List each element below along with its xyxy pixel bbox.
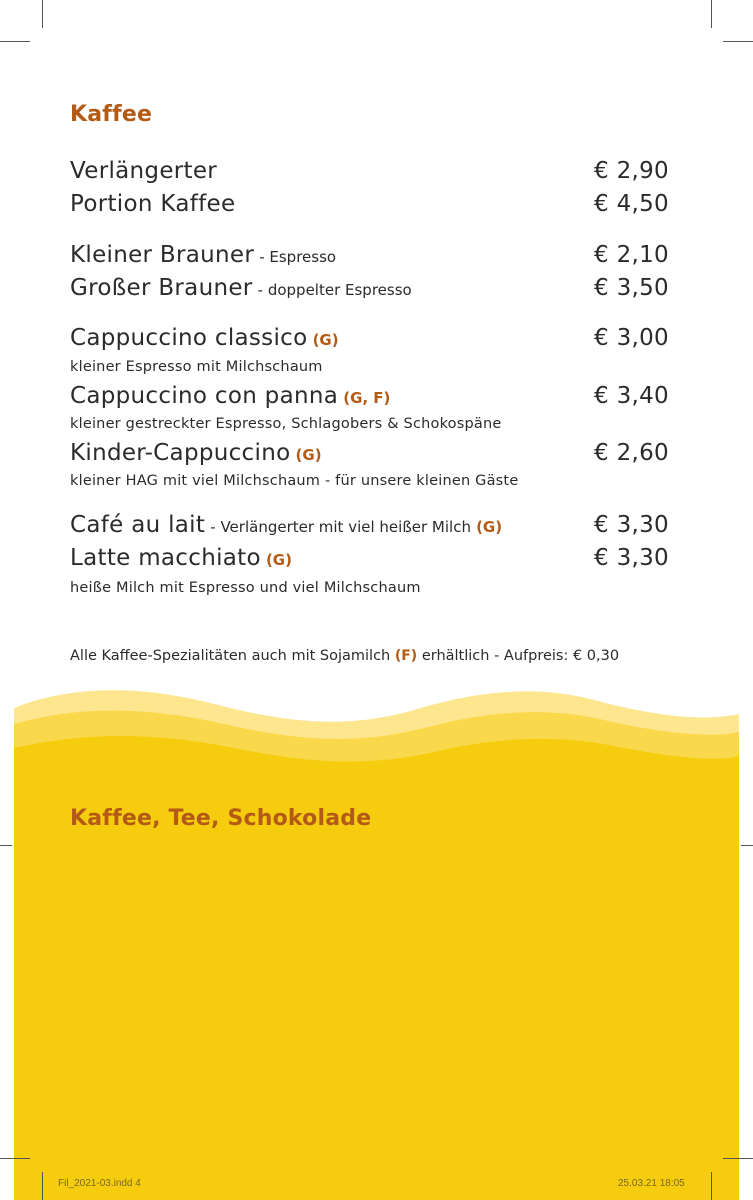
- item-detail: - Espresso: [259, 248, 337, 266]
- menu-item: [70, 545, 669, 596]
- item-name: Portion Kaffee: [70, 191, 236, 217]
- item-price: € 2,60: [594, 440, 669, 466]
- crop-mark: [0, 845, 12, 846]
- allergen-tag: (G): [295, 446, 322, 464]
- item-price: € 3,30: [594, 545, 669, 571]
- section-title-kaffee-tee-schokolade: Kaffee, Tee, Schokolade: [70, 806, 372, 831]
- allergen-tag: (G): [265, 551, 292, 569]
- item-name: Kinder-Cappuccino: [70, 440, 291, 466]
- item-name: Cappuccino classico: [70, 325, 308, 351]
- item-name: Verlängerter: [70, 158, 218, 184]
- item-description: kleiner Espresso mit Milchschaum: [70, 359, 323, 375]
- item-price: € 3,40: [594, 383, 669, 409]
- item-name: Café au lait: [70, 512, 206, 538]
- item-price: € 3,30: [594, 512, 669, 538]
- item-detail: - Verlängerter mit viel heißer Milch: [210, 518, 471, 536]
- menu-item: [70, 325, 669, 375]
- item-name: Latte macchiato: [70, 545, 261, 571]
- menu-item: [70, 512, 669, 546]
- crop-mark: [42, 0, 43, 28]
- item-price: € 4,50: [594, 191, 669, 217]
- crop-mark: [711, 0, 712, 28]
- crop-mark: [0, 1158, 30, 1159]
- crop-mark: [42, 1172, 43, 1200]
- menu-item: [70, 191, 669, 225]
- allergen-tag: (G, F): [343, 389, 391, 407]
- crop-mark: [723, 41, 753, 42]
- crop-mark: [711, 1172, 712, 1200]
- item-detail: - doppelter Espresso: [257, 281, 412, 299]
- item-description: heiße Milch mit Espresso und viel Milchschaum: [70, 580, 421, 596]
- item-name: Kleiner Brauner: [70, 242, 255, 268]
- allergen-tag: (G): [312, 331, 339, 349]
- note-text: Alle Kaffee-Spezialitäten auch mit Sojamilch: [70, 648, 391, 664]
- item-price: € 2,10: [594, 242, 669, 268]
- allergen-tag: (G): [476, 518, 503, 536]
- menu-item: [70, 158, 669, 192]
- menu-item: [70, 275, 669, 309]
- menu-item: [70, 242, 669, 276]
- item-description: kleiner gestreckter Espresso, Schlagobers & Schokospäne: [70, 416, 502, 432]
- print-slug-timestamp: 25.03.21 18:05: [618, 1178, 685, 1189]
- menu-item: [70, 383, 669, 432]
- item-price: € 3,00: [594, 325, 669, 351]
- allergen-tag: (F): [394, 648, 418, 664]
- soy-milk-note: [70, 648, 619, 664]
- note-text: erhältlich - Aufpreis: € 0,30: [421, 648, 620, 664]
- item-price: € 3,50: [594, 275, 669, 301]
- section-title-kaffee: Kaffee: [70, 102, 153, 127]
- print-slug-file: Fil_2021-03.indd 4: [58, 1178, 141, 1189]
- item-description: kleiner HAG mit viel Milchschaum - für unsere kleinen Gäste: [70, 473, 519, 489]
- item-name: Cappuccino con panna: [70, 383, 339, 409]
- item-name: Großer Brauner: [70, 275, 253, 301]
- crop-mark: [741, 845, 753, 846]
- crop-mark: [0, 41, 30, 42]
- menu-item: [70, 440, 669, 489]
- yellow-wave-background: [14, 690, 739, 1200]
- crop-mark: [723, 1158, 753, 1159]
- item-price: € 2,90: [594, 158, 669, 184]
